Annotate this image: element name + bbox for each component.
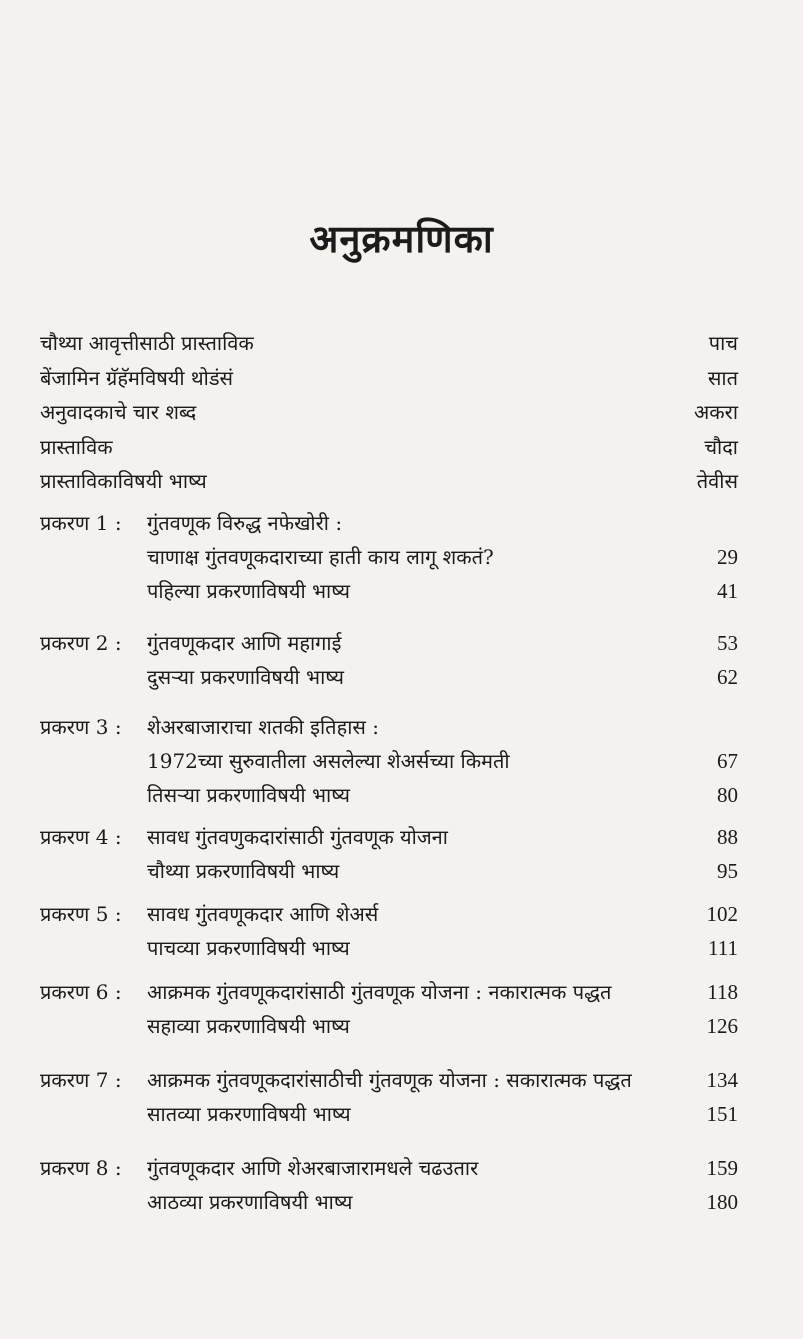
front-matter-item xyxy=(40,395,738,430)
chapter-title: गुंतवणूकदार आणि महागाई xyxy=(147,631,342,655)
chapter-page: 134 xyxy=(706,1068,738,1092)
front-matter-label: प्रास्ताविकाविषयी भाष्य xyxy=(40,469,207,493)
chapter-page: 102 xyxy=(706,902,738,926)
front-matter-label: चौथ्या आवृत्तीसाठी प्रास्ताविक xyxy=(40,331,254,355)
front-matter-label: बेंजामिन ग्रॅहॅमविषयी थोडंसं xyxy=(40,365,234,390)
chapter-page: 95 xyxy=(717,859,738,883)
front-matter-page: अकरा xyxy=(694,400,738,424)
front-matter-page: सात xyxy=(707,365,738,390)
chapter-label: प्रकरण 6 : xyxy=(40,980,122,1004)
chapter-label: प्रकरण 7 : xyxy=(40,1068,122,1092)
chapter-page: 118 xyxy=(707,980,738,1004)
chapter-page: 67 xyxy=(717,749,738,773)
chapter-entry-2 xyxy=(40,626,738,694)
chapter-title: 1972च्या सुरुवातीला असलेल्या शेअर्सच्या किमती xyxy=(147,749,510,773)
chapter-title: शेअरबाजाराचा शतकी इतिहास : xyxy=(147,715,379,739)
chapter-page: 29 xyxy=(717,545,738,569)
chapter-page: 180 xyxy=(706,1190,738,1214)
chapter-page xyxy=(668,710,738,744)
chapter-commentary: आठव्या प्रकरणाविषयी भाष्य xyxy=(147,1190,353,1214)
chapter-entry-1 xyxy=(40,506,738,608)
chapter-page xyxy=(668,506,738,540)
front-matter-label: प्रास्ताविक xyxy=(40,434,113,459)
chapter-page: 126 xyxy=(706,1014,738,1038)
front-matter-label: अनुवादकाचे चार शब्द xyxy=(40,400,197,424)
chapter-label: प्रकरण 1 : xyxy=(40,511,122,535)
chapter-page: 159 xyxy=(706,1156,738,1180)
chapter-label: प्रकरण 4 : xyxy=(40,825,122,849)
front-matter-item xyxy=(40,326,738,361)
chapter-page: 88 xyxy=(717,825,738,849)
front-matter-page: पाच xyxy=(708,331,738,355)
chapter-title: चाणाक्ष गुंतवणूकदाराच्या हाती काय लागू शकतं? xyxy=(147,545,494,569)
chapter-title: गुंतवणूकदार आणि शेअरबाजारामधले चढउतार xyxy=(147,1156,479,1180)
chapter-page: 80 xyxy=(717,783,738,807)
front-matter-page: तेवीस xyxy=(696,469,738,493)
chapter-title: आक्रमक गुंतवणूकदारांसाठी गुंतवणूक योजना : नकारात्मक पद्धत xyxy=(147,980,612,1004)
chapter-title: गुंतवणूक विरुद्ध नफेखोरी : xyxy=(147,511,343,535)
chapter-commentary: पहिल्या प्रकरणाविषयी भाष्य xyxy=(147,579,350,603)
chapter-page: 53 xyxy=(717,631,738,655)
chapter-label: प्रकरण 3 : xyxy=(40,715,122,739)
chapter-page: 62 xyxy=(717,665,738,689)
front-matter-item xyxy=(40,361,738,396)
chapter-commentary: दुसऱ्या प्रकरणाविषयी भाष्य xyxy=(147,665,344,689)
page-title: अनुक्रमणिका xyxy=(309,216,494,261)
chapter-entry-5 xyxy=(40,897,738,965)
chapter-entry-4 xyxy=(40,820,738,888)
chapter-title: आक्रमक गुंतवणूकदारांसाठीची गुंतवणूक योजना : सकारात्मक पद्धत xyxy=(147,1068,632,1092)
chapter-title: सावध गुंतवणूकदार आणि शेअर्स xyxy=(147,902,379,926)
front-matter-page: चौदा xyxy=(704,434,738,459)
front-matter-item xyxy=(40,464,738,499)
chapter-list xyxy=(40,506,738,1219)
chapter-entry-8 xyxy=(40,1151,738,1219)
chapter-entry-6 xyxy=(40,975,738,1043)
chapter-entry-3 xyxy=(40,710,738,812)
chapter-commentary: सहाव्या प्रकरणाविषयी भाष्य xyxy=(147,1014,350,1038)
chapter-commentary: पाचव्या प्रकरणाविषयी भाष्य xyxy=(147,936,350,960)
chapter-title: सावध गुंतवणुकदारांसाठी गुंतवणूक योजना xyxy=(147,825,448,849)
chapter-page: 41 xyxy=(717,579,738,603)
chapter-label: प्रकरण 2 : xyxy=(40,631,122,655)
chapter-page: 111 xyxy=(708,936,738,960)
chapter-label: प्रकरण 8 : xyxy=(40,1156,122,1180)
front-matter-list xyxy=(40,326,738,499)
chapter-page: 151 xyxy=(706,1102,738,1126)
chapter-commentary: चौथ्या प्रकरणाविषयी भाष्य xyxy=(147,859,340,883)
chapter-label: प्रकरण 5 : xyxy=(40,902,122,926)
front-matter-item xyxy=(40,430,738,465)
chapter-commentary: तिसऱ्या प्रकरणाविषयी भाष्य xyxy=(147,783,350,807)
chapter-commentary: सातव्या प्रकरणाविषयी भाष्य xyxy=(147,1102,351,1126)
chapter-entry-7 xyxy=(40,1063,738,1131)
